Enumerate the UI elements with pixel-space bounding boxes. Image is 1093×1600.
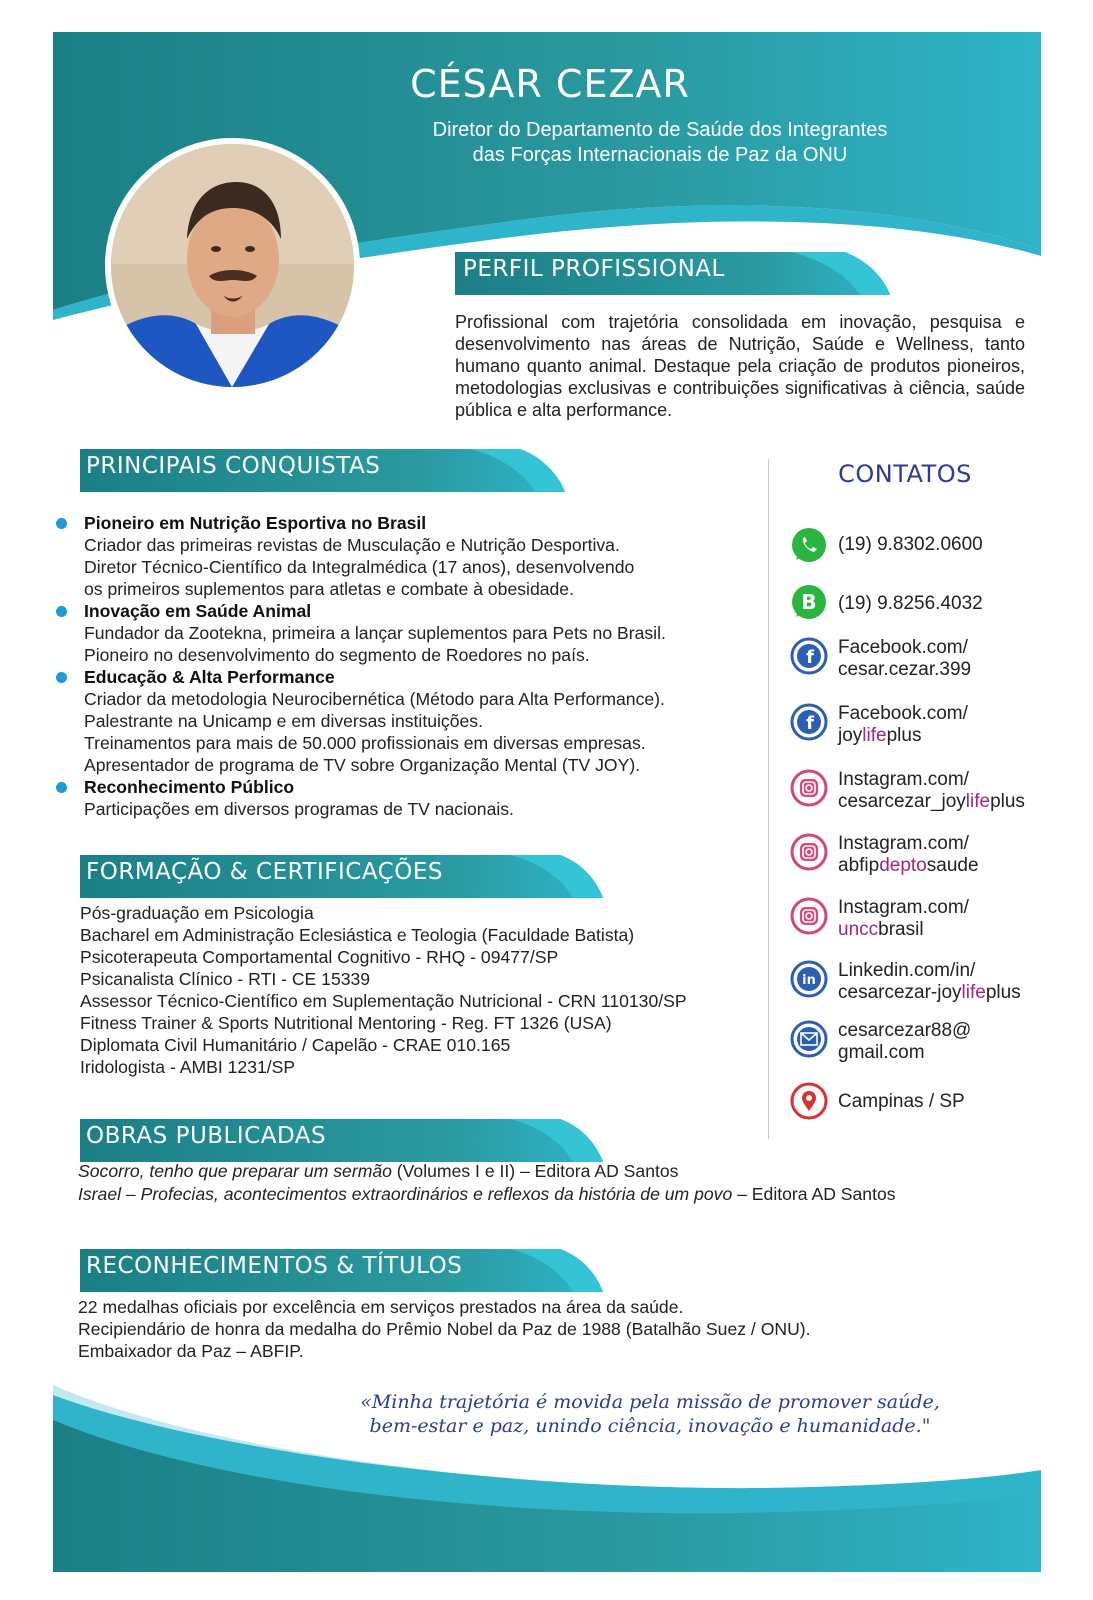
education-item: Bacharel em Administração Eclesiástica e Teologia (Faculdade Batista) <box>80 925 635 945</box>
education-section-title: FORMAÇÃO & CERTIFICAÇÕES <box>86 859 443 885</box>
instagram-3-line2 <box>838 919 969 941</box>
achievement-line: Diretor Técnico-Científico da Integralmédica (17 anos), desenvolvendo <box>84 557 635 577</box>
education-item: Fitness Trainer & Sports Nutritional Mentoring - Reg. FT 1326 (USA) <box>80 1013 612 1033</box>
facebook-1-line2: cesar.cezar.399 <box>838 659 972 680</box>
achievement-item <box>56 512 756 600</box>
handle-part: plus <box>886 725 922 746</box>
instagram-2-line1: Instagram.com/ <box>838 833 969 854</box>
handle-part: cesarcezar-joy <box>838 982 962 1003</box>
handle-highlight: depto <box>879 855 927 876</box>
achievement-line: Fundador da Zootekna, primeira a lançar suplementos para Pets no Brasil. <box>84 623 666 643</box>
quote <box>300 1390 1000 1438</box>
job-title-line2: das Forças Internacionais de Paz da ONU <box>472 144 848 166</box>
job-title-line1: Diretor do Departamento de Saúde dos Integrantes <box>432 119 888 141</box>
achievement-line: Criador das primeiras revistas de Musculação e Nutrição Desportiva. <box>84 535 620 555</box>
instagram-icon <box>790 769 828 807</box>
handle-part: saude <box>926 855 979 876</box>
handle-part: joy <box>838 725 863 746</box>
whatsapp-icon <box>790 526 828 564</box>
instagram-1-line2 <box>838 791 1025 813</box>
handle-highlight: uncc <box>838 919 879 940</box>
publication-item <box>78 1183 1068 1206</box>
publications-section-title: OBRAS PUBLICADAS <box>86 1123 327 1149</box>
instagram-1-line1: Instagram.com/ <box>838 769 969 790</box>
handle-part: plus <box>985 982 1021 1003</box>
facebook-icon <box>790 703 828 741</box>
person-name: CÉSAR CEZAR <box>410 62 690 106</box>
profile-section-title: PERFIL PROFISSIONAL <box>463 256 725 282</box>
linkedin-badge: in <box>802 973 816 988</box>
location-text: Campinas / SP <box>838 1091 965 1112</box>
achievement-heading: Reconhecimento Público <box>84 777 295 797</box>
email-icon <box>790 1020 828 1058</box>
recognition-item: Recipiendário de honra da medalha do Prêmio Nobel da Paz de 1988 (Batalhão Suez / ONU). <box>78 1319 811 1339</box>
whatsapp-business-badge: B <box>801 590 817 614</box>
achievement-line: Pioneiro no desenvolvimento do segmento de Roedores no país. <box>84 645 590 665</box>
linkedin-text[interactable] <box>838 960 1021 1004</box>
instagram-2-text[interactable] <box>838 833 979 877</box>
achievement-line: Participações em diversos programas de TV nacionais. <box>84 799 514 819</box>
facebook-2-text[interactable] <box>838 703 968 747</box>
whatsapp-number[interactable]: (19) 9.8302.0600 <box>838 534 983 555</box>
achievements-list <box>56 512 756 820</box>
linkedin-icon <box>790 960 828 998</box>
achievement-line: Criador da metodologia Neurocibernética (Método para Alta Performance). <box>84 689 665 709</box>
bullet-icon <box>56 672 67 683</box>
instagram-icon <box>790 833 828 871</box>
portrait-illustration <box>111 144 354 387</box>
handle-part: plus <box>990 791 1025 812</box>
publication-details: – Editora AD Santos <box>732 1184 896 1204</box>
education-item: Psicanalista Clínico - RTI - CE 15339 <box>80 969 371 989</box>
achievement-line: Palestrante na Unicamp e em diversas instituições. <box>84 711 483 731</box>
education-list <box>80 902 780 1078</box>
bullet-icon <box>56 782 67 793</box>
location-pin-icon <box>790 1082 828 1120</box>
instagram-1-text[interactable] <box>838 769 1025 813</box>
bullet-icon <box>56 518 67 529</box>
job-title <box>390 118 930 168</box>
achievement-heading: Inovação em Saúde Animal <box>84 601 312 621</box>
profile-photo <box>105 138 360 393</box>
publication-title: Socorro, tenho que preparar um sermão <box>78 1161 392 1181</box>
recognitions-list <box>78 1296 1068 1362</box>
achievement-item <box>56 600 756 666</box>
education-item: Assessor Técnico-Científico em Suplementação Nutricional - CRN 110130/SP <box>80 991 687 1011</box>
linkedin-line2 <box>838 982 1021 1004</box>
whatsapp-business-number[interactable]: (19) 9.8256.4032 <box>838 593 983 614</box>
handle-highlight: life <box>961 982 986 1003</box>
facebook-icon <box>790 637 828 675</box>
handle-highlight: life <box>965 791 991 812</box>
publication-details: (Volumes I e II) – Editora AD Santos <box>391 1161 679 1181</box>
facebook-2-line1: Facebook.com/ <box>838 703 968 724</box>
education-item: Pós-graduação em Psicologia <box>80 903 314 923</box>
facebook-1-line1: Facebook.com/ <box>838 637 968 658</box>
email-text[interactable] <box>838 1020 971 1064</box>
email-line1: cesarcezar88@ <box>838 1020 972 1041</box>
instagram-icon <box>790 897 828 935</box>
quote-line2: bem-estar e paz, unindo ciência, inovação e humanidade." <box>369 1415 931 1437</box>
publication-item <box>78 1160 1068 1183</box>
publications-list <box>78 1160 1068 1206</box>
instagram-3-text[interactable] <box>838 897 969 941</box>
achievement-line: Treinamentos para mais de 50.000 profissionais em diversas empresas. <box>84 733 646 753</box>
education-item: Iridologista - AMBI 1231/SP <box>80 1057 296 1077</box>
contacts-title: CONTATOS <box>838 460 972 488</box>
instagram-2-line2 <box>838 855 979 877</box>
recognitions-section-title: RECONHECIMENTOS & TÍTULOS <box>86 1253 463 1279</box>
bullet-icon <box>56 606 67 617</box>
instagram-3-line1: Instagram.com/ <box>838 897 969 918</box>
linkedin-line1: Linkedin.com/in/ <box>838 960 976 981</box>
quote-line1: «Minha trajetória é movida pela missão de promover saúde, <box>360 1391 940 1413</box>
whatsapp-business-icon <box>790 583 828 621</box>
achievement-heading: Pioneiro em Nutrição Esportiva no Brasil <box>84 513 427 533</box>
handle-part: brasil <box>878 919 924 940</box>
column-divider <box>768 459 769 1139</box>
achievement-heading: Educação & Alta Performance <box>84 667 335 687</box>
education-item: Diplomata Civil Humanitário / Capelão - CRAE 010.165 <box>80 1035 511 1055</box>
achievements-section-title: PRINCIPAIS CONQUISTAS <box>86 453 381 479</box>
achievement-line: Apresentador de programa de TV sobre Organização Mental (TV JOY). <box>84 755 641 775</box>
handle-part: abfip <box>838 855 880 876</box>
achievement-item <box>56 666 756 776</box>
email-line2: gmail.com <box>838 1042 925 1063</box>
facebook-1-text[interactable] <box>838 637 971 681</box>
facebook-badge: f <box>806 713 814 734</box>
profile-text: Profissional com trajetória consolidada em inovação, pesquisa e desenvolvimento nas áreas de Nutrição, Saúde e Wellness, tanto humano quanto animal. Destaque pela criação de produtos pioneiros, metodologias exclusivas e contribuições significativas à ciência, saúde pública e alta performance. <box>455 312 1025 420</box>
facebook-badge: f <box>806 647 814 668</box>
handle-part: cesarcezar_joy <box>838 791 966 812</box>
recognition-item: 22 medalhas oficiais por excelência em serviços prestados na área da saúde. <box>78 1297 684 1317</box>
publication-title: Israel – Profecias, acontecimentos extraordinários e reflexos da história de um povo <box>78 1184 733 1204</box>
recognition-item: Embaixador da Paz – ABFIP. <box>78 1341 304 1361</box>
achievement-line: os primeiros suplementos para atletas e combate à obesidade. <box>84 579 574 599</box>
handle-highlight: life <box>862 725 887 746</box>
education-item: Psicoterapeuta Comportamental Cognitivo - RHQ - 09477/SP <box>80 947 559 967</box>
achievement-item <box>56 776 756 820</box>
facebook-2-line2 <box>838 725 968 747</box>
